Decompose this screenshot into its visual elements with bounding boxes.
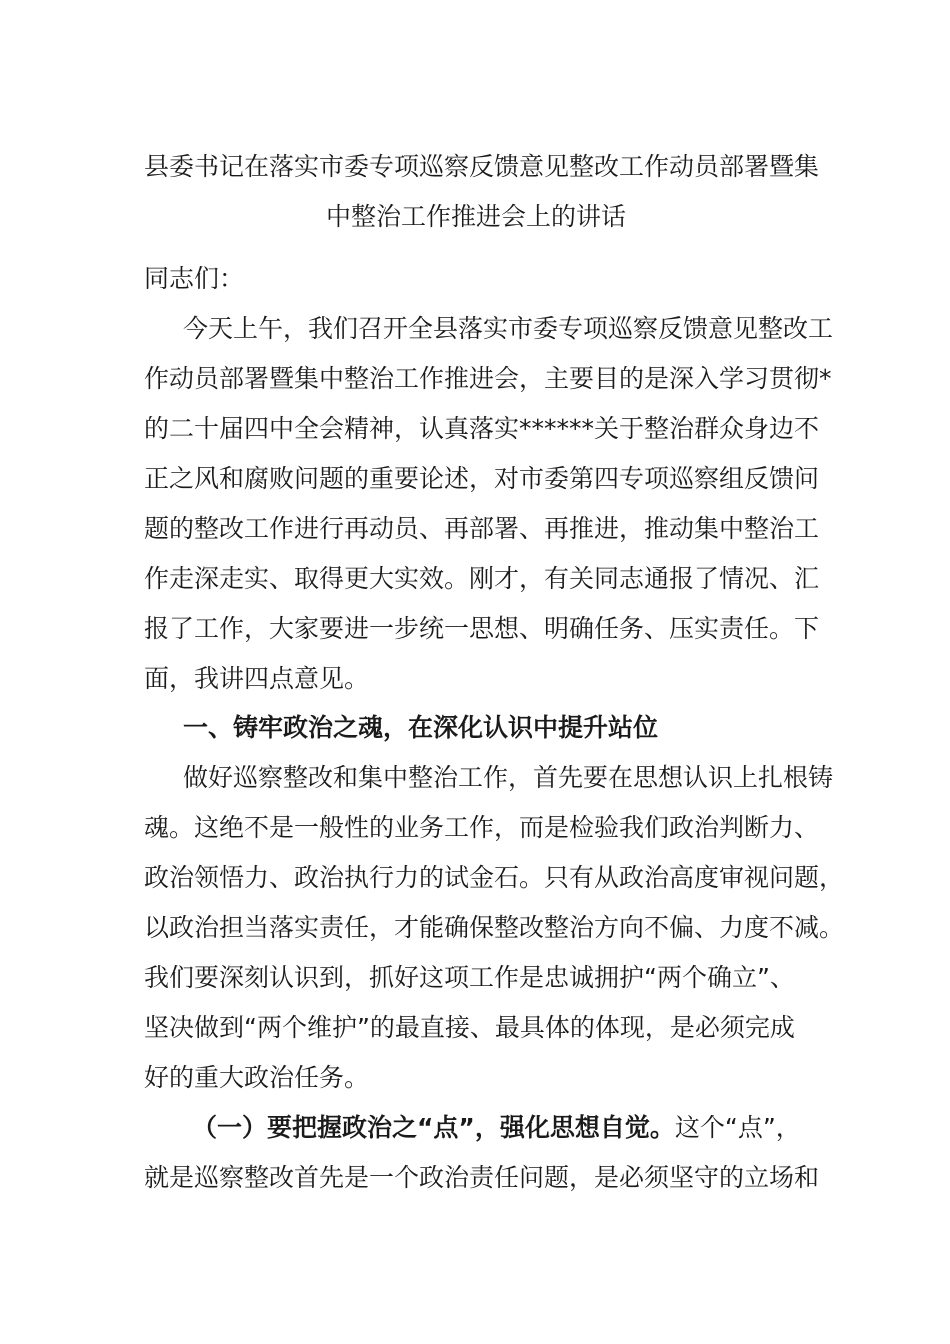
- paragraph-line: 作动员部署暨集中整治工作推进会，主要目的是深入学习贯彻*: [144, 364, 832, 393]
- paragraph-line: 做好巡察整改和集中整治工作，首先要在思想认识上扎根铸: [183, 763, 834, 792]
- paragraph-line: 正之风和腐败问题的重要论述，对市委第四专项巡察组反馈问: [144, 464, 820, 493]
- paragraph-section-1: [144, 753, 845, 1103]
- paragraph-line: 魂。这绝不是一般性的业务工作，而是检验我们政治判断力、: [144, 813, 820, 842]
- section-heading-1: 一、铸牢政治之魂，在深化认识中提升站位: [183, 713, 659, 742]
- paragraph-line: 报了工作，大家要进一步统一思想、明确任务、压实责任。下: [144, 614, 820, 643]
- paragraph-line: 作走深走实、取得更大实效。刚才，有关同志通报了情况、汇: [144, 564, 820, 593]
- title-line-1: 县委书记在落实市委专项巡察反馈意见整改工作动员部署暨集: [144, 152, 820, 181]
- paragraph-line: 好的重大政治任务。: [144, 1063, 370, 1092]
- paragraph-line: 面，我讲四点意见。: [144, 664, 370, 693]
- paragraph-subsection-1: [144, 1103, 820, 1203]
- paragraph-line: 今天上午，我们召开全县落实市委专项巡察反馈意见整改工: [183, 314, 834, 343]
- paragraph-line: 以政治担当落实责任，才能确保整改整治方向不偏、力度不减。: [144, 913, 845, 942]
- document-title: [144, 142, 820, 242]
- paragraph-line: 的二十届四中全会精神，认真落实******关于整治群众身边不: [144, 414, 820, 443]
- subsection-text: 这个“点”，: [674, 1113, 801, 1142]
- paragraph-line: 我们要深刻认识到，抓好这项工作是忠诚拥护“两个确立”、: [144, 963, 795, 992]
- paragraph-line: 题的整改工作进行再动员、再部署、再推进，推动集中整治工: [144, 514, 820, 543]
- paragraph-intro: [144, 304, 834, 704]
- greeting: 同志们：: [144, 264, 245, 293]
- paragraph-line: 坚决做到“两个维护”的最直接、最具体的体现，是必须完成: [144, 1013, 795, 1042]
- paragraph-line: 就是巡察整改首先是一个政治责任问题，是必须坚守的立场和: [144, 1163, 820, 1192]
- title-line-2: 中整治工作推进会上的讲话: [325, 202, 626, 231]
- subsection-heading: （一）要把握政治之“点”，强化思想自觉。: [192, 1113, 675, 1142]
- paragraph-line: [144, 1103, 808, 1153]
- paragraph-line: 政治领悟力、政治执行力的试金石。只有从政治高度审视问题，: [144, 863, 845, 892]
